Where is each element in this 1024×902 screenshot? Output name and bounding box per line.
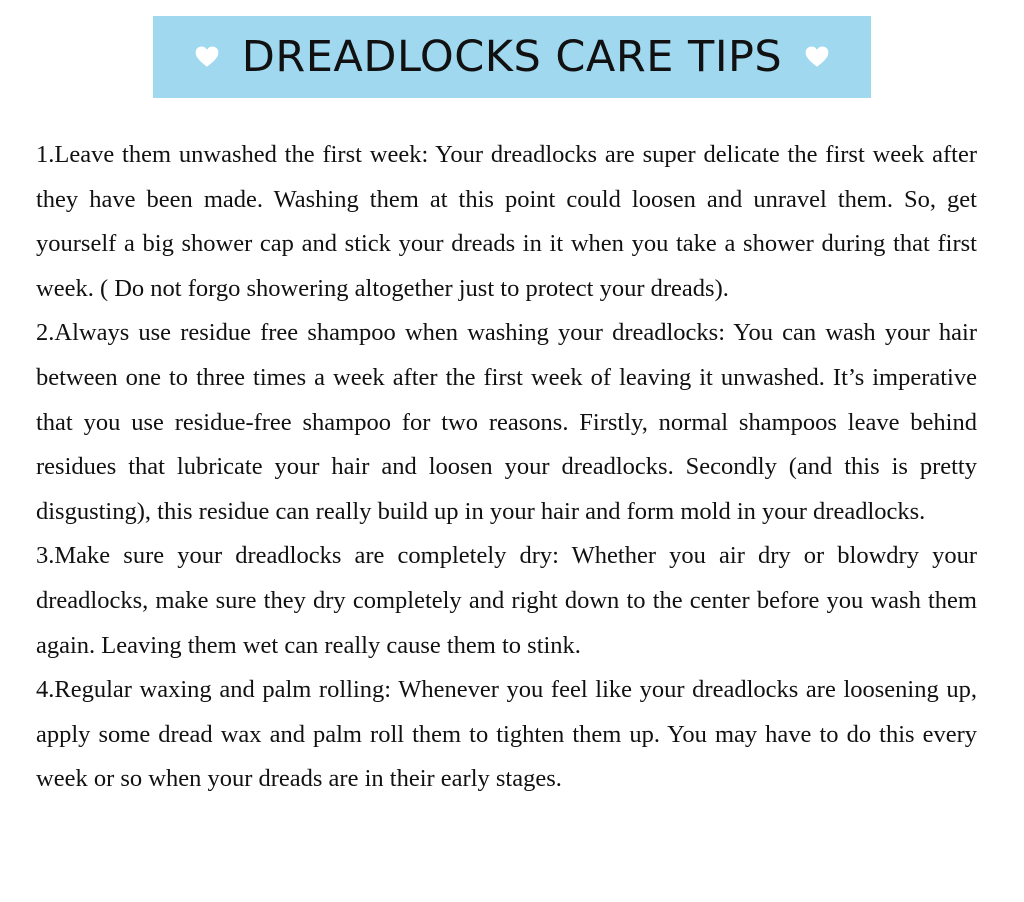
heart-icon bbox=[804, 44, 830, 70]
tip-3: 3.Make sure your dreadlocks are completely dry: Whether you air dry or blowdry your dreadlocks, make sure they dry completely and right down to the center before you wash them again. Leaving them wet can really cause them to stink. bbox=[36, 542, 977, 659]
heart-icon bbox=[194, 44, 220, 70]
tip-4: 4.Regular waxing and palm rolling: Whenever you feel like your dreadlocks are loosening up, apply some dread wax and palm roll them to tighten them up. You may have to do this every week or so when your dreads are in their early stages. bbox=[36, 676, 977, 793]
page-title: DREADLOCKS CARE TIPS bbox=[241, 32, 783, 82]
tip-2: 2.Always use residue free shampoo when washing your dreadlocks: You can wash your hair between one to three times a week after the first week of leaving it unwashed. It’s imperative that you use residue-free shampoo for two reasons. Firstly, normal shampoos leave behind residues that lubricate your hair and loosen your dreadlocks. Secondly (and this is pretty disgusting), this residue can really build up in your hair and form mold in your dreadlocks. bbox=[36, 319, 977, 525]
title-banner bbox=[153, 16, 871, 98]
tips-body bbox=[36, 133, 977, 802]
tip-1: 1.Leave them unwashed the first week: Your dreadlocks are super delicate the first week after they have been made. Washing them at this point could loosen and unravel them. So, get yourself a big shower cap and stick your dreads in it when you take a shower during that first week. ( Do not forgo showering altogether just to protect your dreads). bbox=[36, 141, 977, 302]
